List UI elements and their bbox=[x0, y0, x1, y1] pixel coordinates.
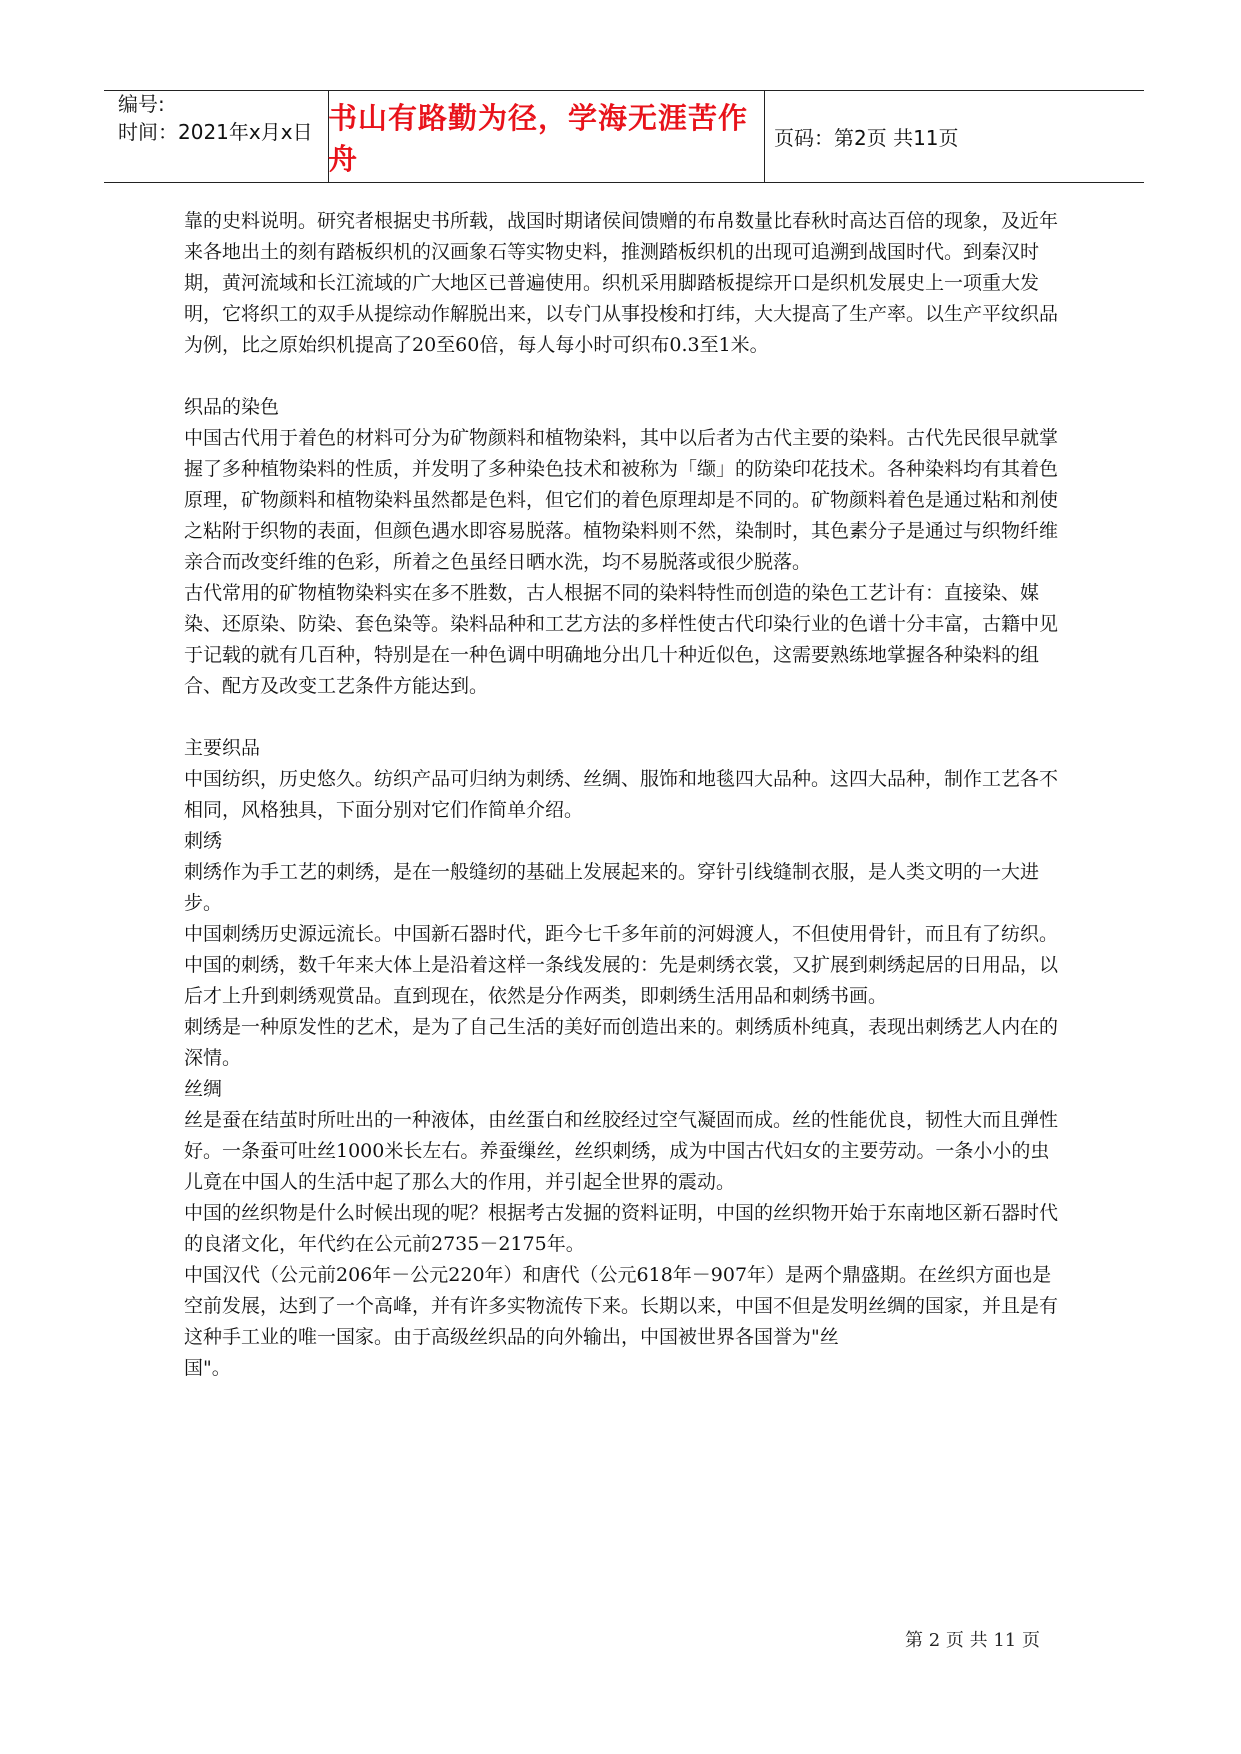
number-label: 编号: bbox=[118, 92, 165, 116]
section-heading-dyeing: 织品的染色 bbox=[184, 396, 280, 418]
paragraph-embroidery-history: 中国刺绣历史源远流长。中国新石器时代，距今七千多年前的河姆渡人，不但使用骨针，而且有了纺织。中国的刺绣，数千年来大体上是沿着这样一条线发展的：先是刺绣衣裳，又扩展到刺绣起居的日用品，以后才上升到刺绣观赏品。直到现在，依然是分作两类，即刺绣生活用品和刺绣书画。 bbox=[184, 923, 1059, 1007]
paragraph-silk-country: 国"。 bbox=[184, 1357, 231, 1379]
paragraph-silk-origin: 中国的丝织物是什么时候出现的呢？根据考古发掘的资料证明，中国的丝织物开始于东南地区新石器时代的良渚文化，年代约在公元前2735－2175年。 bbox=[184, 1202, 1059, 1255]
section-heading-main-textiles: 主要织品 bbox=[184, 737, 261, 759]
blank-line bbox=[184, 702, 1064, 733]
header-left-cell bbox=[118, 90, 358, 146]
time-label: 时间：2021年x月x日 bbox=[118, 120, 313, 144]
paragraph-embroidery-origin: 刺绣作为手工艺的刺绣，是在一般缝纫的基础上发展起来的。穿针引线缝制衣服，是人类文明的一大进步。 bbox=[184, 861, 1040, 914]
header-motto: 书山有路勤为径，学海无涯苦作舟 bbox=[328, 100, 749, 176]
page-header bbox=[104, 90, 1144, 183]
section-heading-embroidery: 刺绣 bbox=[184, 830, 223, 852]
paragraph-silk-nature: 丝是蚕在结茧时所吐出的一种液体，由丝蛋白和丝胶经过空气凝固而成。丝的性能优良，韧性大而且弹性好。一条蚕可吐丝1000米长左右。养蚕缫丝，丝织刺绣，成为中国古代妇女的主要劳动。一条小小的虫儿竟在中国人的生活中起了那么大的作用，并引起全世界的震动。 bbox=[184, 1109, 1059, 1193]
paragraph-silk-dynasties: 中国汉代（公元前206年－公元220年）和唐代（公元618年－907年）是两个鼎盛期。在丝织方面也是空前发展，达到了一个高峰，并有许多实物流传下来。长期以来，中国不但是发明丝绸的国家，并且是有这种手工业的唯一国家。由于高级丝织品的向外输出，中国被世界各国誉为"丝 bbox=[184, 1264, 1059, 1348]
section-heading-silk: 丝绸 bbox=[184, 1078, 223, 1100]
document-body bbox=[184, 206, 1064, 1384]
paragraph-textiles-intro: 中国纺织，历史悠久。纺织产品可归纳为刺绣、丝绸、服饰和地毯四大品种。这四大品种，制作工艺各不相同，风格独具，下面分别对它们作简单介绍。 bbox=[184, 768, 1059, 821]
header-page-code: 页码：第2页 共11页 bbox=[774, 126, 959, 150]
paragraph-embroidery-art: 刺绣是一种原发性的艺术，是为了自己生活的美好而创造出来的。刺绣质朴纯真，表现出刺绣艺人内在的深情。 bbox=[184, 1016, 1059, 1069]
blank-line bbox=[184, 361, 1064, 392]
paragraph-dyeing-materials: 中国古代用于着色的材料可分为矿物颜料和植物染料，其中以后者为古代主要的染料。古代先民很早就掌握了多种植物染料的性质，并发明了多种染色技术和被称为「缬」的防染印花技术。各种染料均有其着色原理，矿物颜料和植物染料虽然都是色料，但它们的着色原理却是不同的。矿物颜料着色是通过粘和剂使之粘附于织物的表面，但颜色遇水即容易脱落。植物染料则不然，染制时，其色素分子是通过与织物纤维亲合而改变纤维的色彩，所着之色虽经日晒水洗，均不易脱落或很少脱落。 bbox=[184, 427, 1059, 573]
page-footer: 第 2 页 共 11 页 bbox=[905, 1630, 1040, 1651]
paragraph-dyeing-techniques: 古代常用的矿物植物染料实在多不胜数，古人根据不同的染料特性而创造的染色工艺计有：直接染、媒染、还原染、防染、套色染等。染料品种和工艺方法的多样性使古代印染行业的色谱十分丰富，古籍中见于记载的就有几百种，特别是在一种色调中明确地分出几十种近似色，这需要熟练地掌握各种染料的组合、配方及改变工艺条件方能达到。 bbox=[184, 582, 1059, 697]
header-divider-right bbox=[764, 90, 765, 183]
paragraph-loom-history: 靠的史料说明。研究者根据史书所载，战国时期诸侯间馈赠的布帛数量比春秋时高达百倍的现象，及近年来各地出土的刻有踏板织机的汉画象石等实物史料，推测踏板织机的出现可追溯到战国时代。到秦汉时期，黄河流域和长江流域的广大地区已普遍使用。织机采用脚踏板提综开口是织机发展史上一项重大发明，它将织工的双手从提综动作解脱出来，以专门从事投梭和打纬，大大提高了生产率。以生产平纹织品为例，比之原始织机提高了20至60倍，每人每小时可织布0.3至1米。 bbox=[184, 210, 1059, 356]
